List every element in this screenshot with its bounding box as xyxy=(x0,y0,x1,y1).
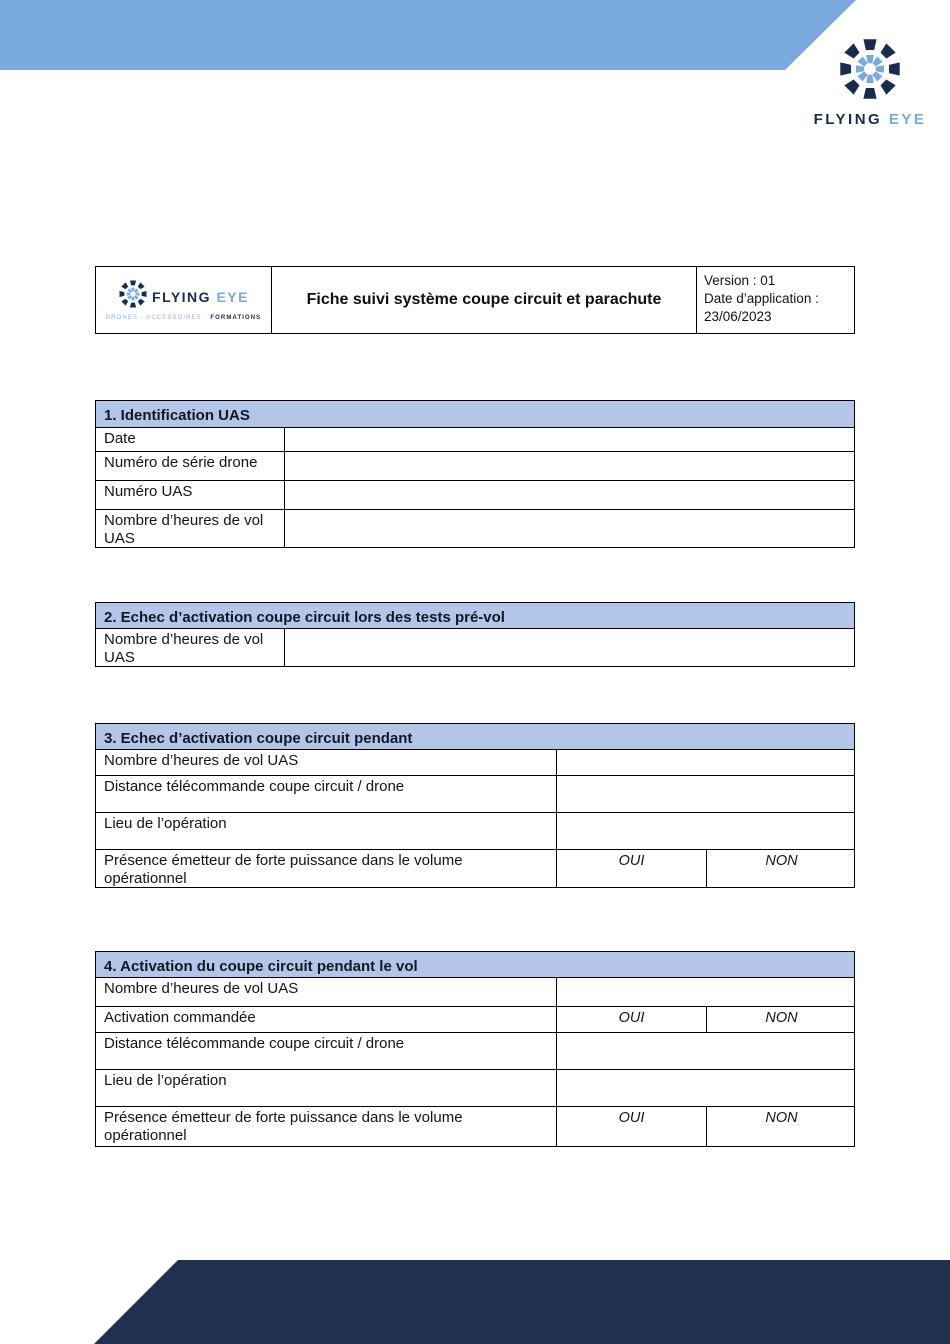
field-label-drone-serial: Numéro de série drone xyxy=(104,454,258,471)
table-row xyxy=(96,451,854,480)
header-logo-cell xyxy=(96,267,271,333)
version-line: Version : 01 xyxy=(704,273,776,288)
section-2-table xyxy=(95,602,855,667)
application-date-label: Date d’application : xyxy=(704,291,819,307)
flying-eye-logo xyxy=(805,36,935,128)
field-label-date: Date xyxy=(104,430,136,447)
field-label-uas-number: Numéro UAS xyxy=(104,483,193,500)
table-row xyxy=(96,1032,854,1069)
operation-location-input-cell[interactable] xyxy=(556,1070,854,1106)
table-row xyxy=(96,1006,854,1032)
table-row xyxy=(96,749,854,775)
table-row xyxy=(96,628,854,666)
drone-serial-input-cell[interactable] xyxy=(284,452,854,480)
section-2-header: 2. Echec d’activation coupe circuit lors des tests pré-vol xyxy=(96,603,854,628)
top-banner xyxy=(0,0,856,70)
pinwheel-icon xyxy=(837,36,903,107)
field-label-flight-hours: Nombre d’heures de vol UAS xyxy=(104,631,264,666)
uas-number-input-cell[interactable] xyxy=(284,481,854,509)
table-row xyxy=(96,480,854,509)
table-row xyxy=(96,775,854,812)
oui-option-cell[interactable]: OUI xyxy=(556,850,706,887)
table-row xyxy=(96,1069,854,1106)
application-date-value: 23/06/2023 xyxy=(704,309,772,325)
field-label-commanded-activation: Activation commandée xyxy=(104,1009,256,1026)
flight-hours-input-cell[interactable] xyxy=(556,978,854,1006)
section-3-table xyxy=(95,723,855,888)
table-row xyxy=(96,977,854,1006)
non-option-cell[interactable]: NON xyxy=(706,850,856,887)
section-3-header: 3. Echec d’activation coupe circuit pendant xyxy=(96,724,854,749)
brand-wordmark xyxy=(805,111,935,128)
non-option-cell[interactable]: NON xyxy=(706,1007,856,1032)
field-label-flight-hours: Nombre d’heures de vol UAS xyxy=(104,752,299,769)
footer-band xyxy=(0,1260,950,1344)
table-row xyxy=(96,509,854,547)
field-label-remote-distance: Distance télécommande coupe circuit / drone xyxy=(104,778,405,795)
operation-location-input-cell[interactable] xyxy=(556,813,854,849)
field-label-remote-distance: Distance télécommande coupe circuit / drone xyxy=(104,1035,405,1052)
field-label-operation-location: Lieu de l’opération xyxy=(104,815,227,832)
brand-primary: FLYING xyxy=(813,111,883,128)
table-row xyxy=(96,1106,854,1146)
section-1-table xyxy=(95,400,855,548)
oui-option-cell[interactable]: OUI xyxy=(556,1107,706,1146)
field-label-high-power-emitter: Présence émetteur de forte puissance dans le volume opérationnel xyxy=(104,1109,463,1145)
flight-hours-input-cell[interactable] xyxy=(284,629,854,666)
section-4-header: 4. Activation du coupe circuit pendant le vol xyxy=(96,952,854,977)
oui-option-cell[interactable]: OUI xyxy=(556,1007,706,1032)
form-title: Fiche suivi système coupe circuit et parachute xyxy=(271,267,696,333)
field-label-operation-location: Lieu de l’opération xyxy=(104,1072,227,1089)
section-4-table xyxy=(95,951,855,1147)
section-1-header: 1. Identification UAS xyxy=(96,401,854,427)
field-label-flight-hours: Nombre d’heures de vol UAS xyxy=(104,512,264,547)
table-row xyxy=(96,849,854,887)
non-option-cell[interactable]: NON xyxy=(706,1107,856,1146)
brand-tagline: DRONES · ACCESSOIRES · FORMATIONS xyxy=(105,315,262,321)
version-info xyxy=(696,267,854,333)
header-table xyxy=(95,266,855,334)
table-row xyxy=(96,427,854,451)
date-input-cell[interactable] xyxy=(284,428,854,451)
table-row xyxy=(96,812,854,849)
brand-wordmark-small: FLYING EYE xyxy=(152,288,249,305)
flight-hours-input-cell[interactable] xyxy=(556,750,854,775)
field-label-high-power-emitter: Présence émetteur de forte puissance dans le volume opérationnel xyxy=(104,852,463,887)
brand-secondary: EYE xyxy=(888,111,927,128)
field-label-flight-hours: Nombre d’heures de vol UAS xyxy=(104,980,299,997)
pinwheel-icon-small xyxy=(118,279,148,314)
remote-distance-input-cell[interactable] xyxy=(556,776,854,812)
flight-hours-input-cell[interactable] xyxy=(284,510,854,547)
remote-distance-input-cell[interactable] xyxy=(556,1033,854,1069)
